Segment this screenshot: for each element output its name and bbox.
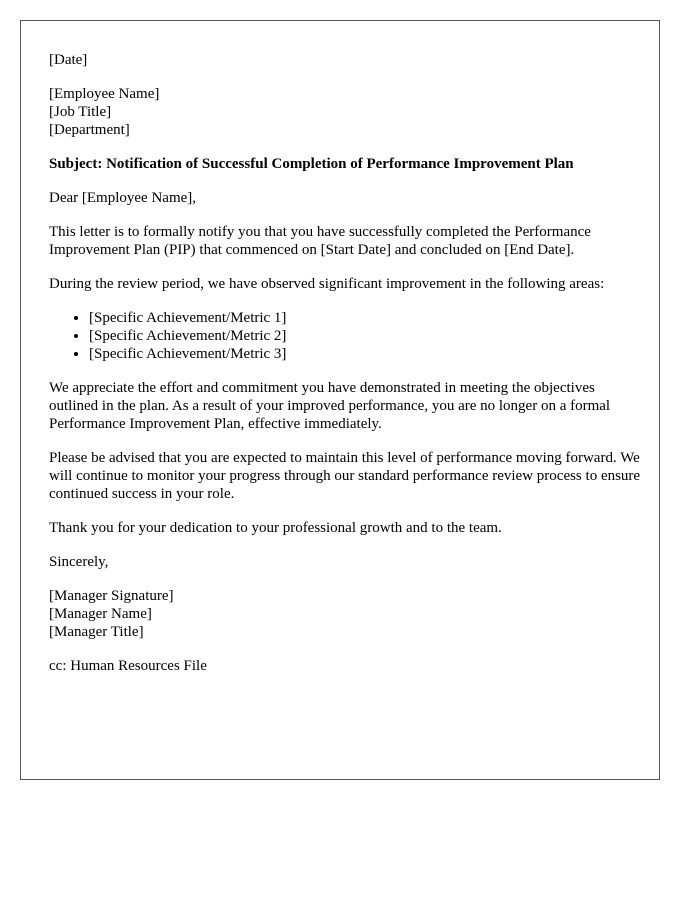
manager-name: [Manager Name] xyxy=(49,606,152,622)
letter-date: [Date] xyxy=(49,52,88,68)
paragraph-completion-notice: This letter is to formally notify you that you have successfully completed the Performance Improvement Plan (PIP) that commenced on [Start Date] and concluded on [End Date]. xyxy=(49,224,591,258)
letter-content xyxy=(49,51,641,691)
paragraph-thanks: Thank you for your dedication to your professional growth and to the team. xyxy=(49,520,502,536)
achievement-item: • [Specific Achievement/Metric 1] xyxy=(89,309,641,327)
manager-signature: [Manager Signature] xyxy=(49,588,174,604)
achievement-list xyxy=(49,309,641,363)
recipient-job-title: [Job Title] xyxy=(49,104,112,120)
closing: Sincerely, xyxy=(49,554,109,570)
recipient-department: [Department] xyxy=(49,122,130,138)
signature-block xyxy=(49,587,641,641)
cc-line: cc: Human Resources File xyxy=(49,658,207,674)
recipient-block xyxy=(49,85,641,139)
subject-line: Subject: Notification of Successful Completion of Performance Improvement Plan xyxy=(49,156,574,172)
salutation: Dear [Employee Name], xyxy=(49,190,197,206)
paragraph-review-period: During the review period, we have observed significant improvement in the following areas: xyxy=(49,276,605,292)
achievement-item: • [Specific Achievement/Metric 3] xyxy=(89,345,641,363)
manager-title: [Manager Title] xyxy=(49,624,144,640)
recipient-name: [Employee Name] xyxy=(49,86,160,102)
achievement-item: • [Specific Achievement/Metric 2] xyxy=(89,327,641,345)
letter-page xyxy=(20,20,660,780)
paragraph-appreciation: We appreciate the effort and commitment you have demonstrated in meeting the objectives outlined in the plan. As a result of your improved performance, you are no longer on a formal Performance Improvement Plan, effective immediately. xyxy=(49,380,611,432)
paragraph-expectations: Please be advised that you are expected to maintain this level of performance moving forward. We will continue to monitor your progress through our standard performance review process to ensure continued success in your role. xyxy=(49,450,641,502)
